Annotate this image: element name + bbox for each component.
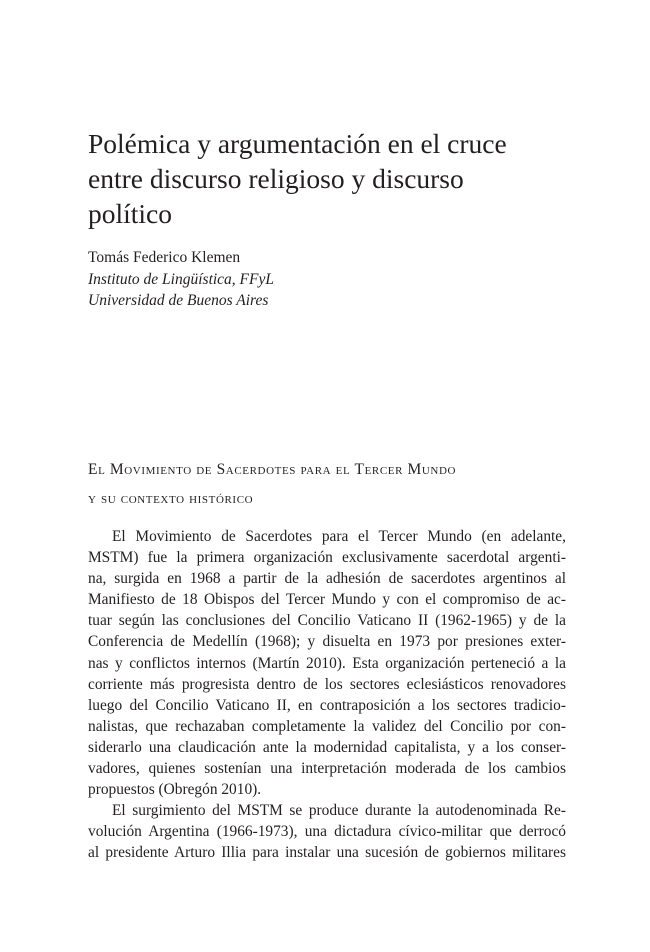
body-line: tuar según las conclusiones del Concilio Vaticano II (1962-1965) y de la <box>88 612 566 630</box>
body-line: nalistas, que rechazaban completamente la validez del Concilio por con- <box>88 717 566 735</box>
section-heading-line: y su contexto histórico <box>88 490 254 507</box>
author-affiliation: Instituto de Lingüística, FFyL <box>88 270 274 288</box>
body-text <box>88 526 566 864</box>
author-block <box>88 247 274 312</box>
body-line: siderarlo una claudicación ante la modernidad capitalista, y a los conser- <box>88 738 566 756</box>
body-line: propuestos (Obregón 2010). <box>88 781 262 799</box>
article-title <box>88 126 566 231</box>
body-line: volución Argentina (1966-1973), una dictadura cívico-militar que derrocó <box>88 823 566 841</box>
author-name: Tomás Federico Klemen <box>88 249 241 266</box>
body-line: na, surgida en 1968 a partir de la adhesión de sacerdotes argentinos al <box>88 570 566 588</box>
body-line: Manifiesto de 18 Obispos del Tercer Mundo y con el compromiso de ac- <box>88 591 566 609</box>
body-line: MSTM) fue la primera organización exclusivamente sacerdotal argenti- <box>88 549 566 567</box>
section-heading <box>88 455 566 513</box>
article-title-line: Polémica y argumentación en el cruce <box>88 128 507 159</box>
author-affiliation: Universidad de Buenos Aires <box>88 292 269 309</box>
body-line: vadores, quienes sostenían una interpretación moderada de los cambios <box>88 760 566 778</box>
body-line: al presidente Arturo Illia para instalar una sucesión de gobiernos militares <box>88 844 566 862</box>
article-title-line: político <box>88 198 173 229</box>
body-line: El Movimiento de Sacerdotes para el Tercer Mundo (en adelante, <box>112 528 566 545</box>
section-heading-line: El Movimiento de Sacerdotes para el Tercer Mundo <box>88 461 457 478</box>
document-page <box>88 0 566 952</box>
body-line: El surgimiento del MSTM se produce durante la autodenominada Re- <box>112 802 566 820</box>
body-line: nas y conflictos internos (Martín 2010). Esta organización perteneció a la <box>88 654 566 672</box>
body-line: corriente más progresista dentro de los sectores eclesiásticos renovadores <box>88 675 566 693</box>
body-line: Conferencia de Medellín (1968); y disuelta en 1973 por presiones exter- <box>88 633 566 651</box>
body-line: luego del Concilio Vaticano II, en contraposición a los sectores tradicio- <box>88 696 566 714</box>
article-title-line: entre discurso religioso y discurso <box>88 163 464 194</box>
